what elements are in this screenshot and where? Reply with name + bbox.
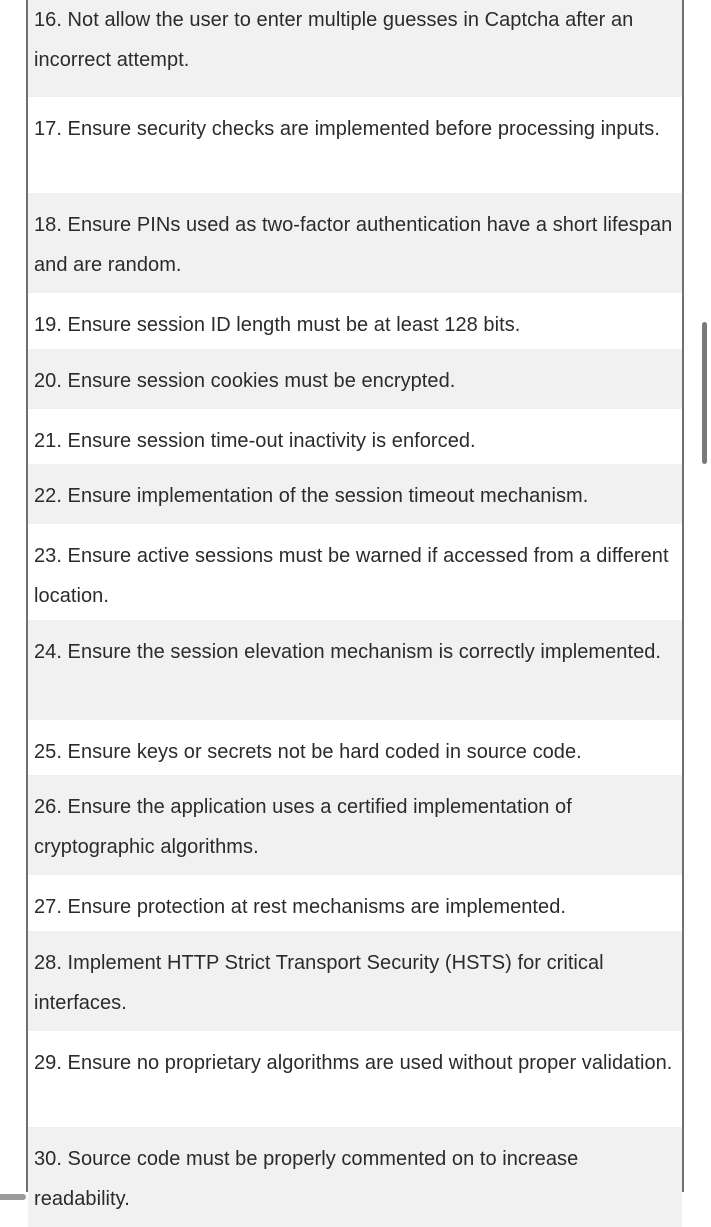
list-item-text: 24. Ensure the session elevation mechanism is correctly implemented. [34,641,662,663]
list-item-text: 30. Source code must be properly commented on to increase readability. [34,1148,579,1210]
list-item [28,1127,682,1227]
list-item [28,931,682,1031]
vertical-scrollbar[interactable] [702,322,707,464]
list-item-text: 17. Ensure security checks are implemented before processing inputs. [34,118,660,140]
list-item [28,0,682,97]
list-item [28,293,682,349]
list-item [28,524,682,620]
list-item [28,720,682,775]
home-indicator [0,1194,26,1200]
list-item [28,409,682,464]
list-item-text: 27. Ensure protection at rest mechanisms are implemented. [34,896,566,918]
list-item-text: 21. Ensure session time-out inactivity is enforced. [34,430,476,452]
list-item [28,464,682,524]
checklist [28,0,682,1227]
list-item-text: 25. Ensure keys or secrets not be hard coded in source code. [34,741,582,763]
list-item-text: 29. Ensure no proprietary algorithms are used without proper validation. [34,1052,673,1074]
list-item-text: 26. Ensure the application uses a certified implementation of cryptographic algorithms. [34,796,572,858]
list-item-text: 28. Implement HTTP Strict Transport Security (HSTS) for critical interfaces. [34,952,604,1014]
list-item-text: 20. Ensure session cookies must be encrypted. [34,370,456,392]
list-item [28,775,682,875]
checklist-table [26,0,684,1210]
list-item-text: 22. Ensure implementation of the session timeout mechanism. [34,485,589,507]
list-item [28,349,682,409]
list-item-text: 16. Not allow the user to enter multiple guesses in Captcha after an incorrect attempt. [34,9,634,71]
list-item-text: 18. Ensure PINs used as two-factor authentication have a short lifespan and are random. [34,214,673,276]
list-item [28,875,682,931]
list-item [28,620,682,720]
list-item-text: 23. Ensure active sessions must be warned if accessed from a different location. [34,545,669,607]
list-item-text: 19. Ensure session ID length must be at least 128 bits. [34,314,521,336]
list-item [28,97,682,193]
list-item [28,1031,682,1127]
list-item [28,193,682,293]
